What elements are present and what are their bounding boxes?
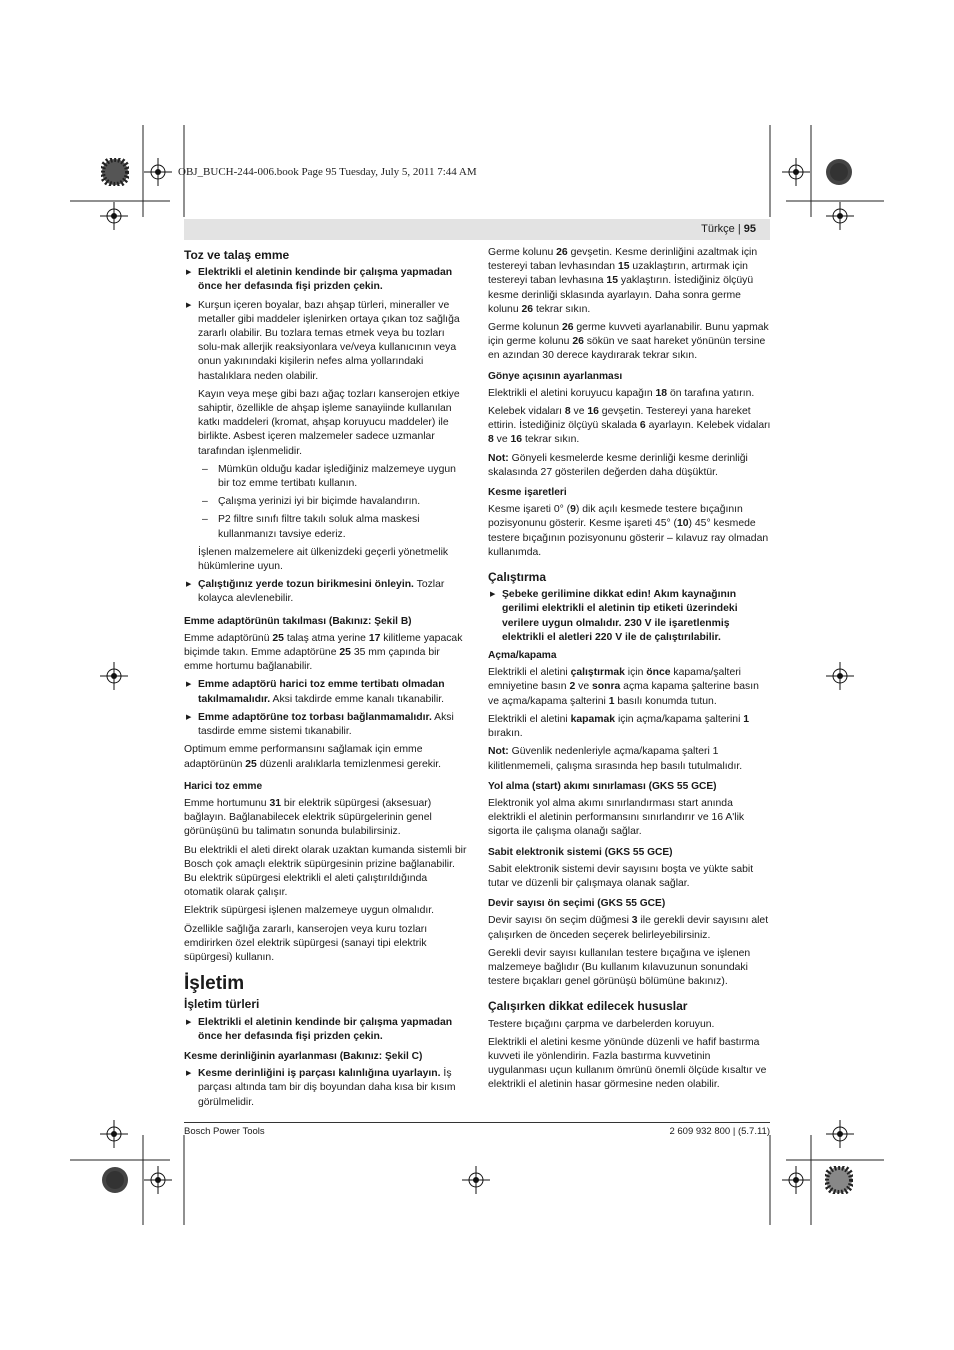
paragraph-adapter-clean: Optimum emme performansını sağlamak için emme adaptörünün 25 düzenli aralıklarla temizlenmesi gerekir. [184,744,442,770]
registration-mark-bottom-right [782,1166,810,1194]
paragraph-speed-depends: Gerekli devir sayısı kullanılan testere bıçağına ve işlenen malzemeye bağlıdır (Bu kullanım kılavuzunun sonundaki testere bıçakları genel görünüşü bölümüne bakınız). [488,947,751,988]
registration-mark-upper-left [100,202,128,230]
footer-doc-number: 2 609 932 800 | (5.7.11) [669,1126,770,1137]
subsection-title-bevel: Gönye açısının ayarlanması [488,370,623,382]
bullet-text: Elektrikli el aletinin kendinde bir çalışma yapmadan önce her defasında fişi prizden çekin. [198,267,453,293]
bullet-dust-accumulation [184,578,468,606]
paragraph-clamp-force: Germe kolunun 26 germe kuvveti ayarlanabilir. Bunu yapmak için germe kolunu 26 sökün ve saat hareket yönünün tersine en azından 30 derece kaydırarak tekrar sıkın. [488,322,769,362]
header-language: Türkçe [701,223,735,235]
bullet-dust-hazard [184,299,468,384]
chapter-title-operation: İşletim [184,973,245,995]
registration-mark-lower-right [826,1120,854,1148]
paragraph-ext-special: Özellikle sağlığa zararlı, kanserojen veya kuru tozları emdirirken özel elektrik süpürgesi (sanayi tipi elektrik süpürgesi) kullanın. [184,923,428,963]
paragraph-depth-adjust: Germe kolunu 26 gevşetin. Kesme derinliğini azaltmak için testereyi taban levhasından 15 uzaklaştırın, artırmak için testereyi taban levhasına 15 yaklaştırın. İstediğiniz ölçüyü kesme derinliği sklasında ayarlayın. Daha sonra germe kolunu 26 tekrar sıkın. [488,247,758,315]
registration-mark-top-right [782,158,810,186]
paragraph-bevel-tilt: Elektrikli el aletini koruyucu kapağın 18 ön tarafına yatırın. [488,387,755,399]
note-switch: Not: Güvenlik nedenleriyle açma/kapama şalteri 1 kilitlenmemeli, çalışma sırasında hep basılı tutulmalıdır. [488,746,743,772]
left-column [184,246,468,1114]
paragraph-marks: Kesme işareti 0° (9) dik açılı kesmede testere bıçağının pozisyonunu gösterir. Kesme işareti 45° (10) 45° kesmede testere bıçağının pozisyonunu gösterir – kılavuz ray olmadan kullanımda. [488,504,769,558]
header-separator: | [734,223,744,235]
registration-mark-top-left [144,158,172,186]
subsection-title-speed-preselection: Devir sayısı ön seçimi (GKS 55 GCE) [488,898,666,910]
bullet-modes-unplug: ▶ Elektrikli el aletinin kendinde bir çalışma yapmadan önce her defasında fişi prizden çekin. [184,1016,468,1044]
subsection-title-onoff: Açma/kapama [488,650,557,662]
paragraph-ext-hose: Emme hortumunu 31 bir elektrik süpürgesi (aksesuar) bağlayın. Bağlanabilecek elektrik süpürgelerinin genel görünüşünü bu talimatın sonunda bulabilirsiniz. [184,797,432,838]
section-title-working-advice: Çalışırken dikkat edilecek hususlar [488,999,688,1014]
paragraph-soft-start: Elektronik yol alma akımı sınırlandırması start anında elektrikli el aletinin performansını sınırlandırır ve 16 A'lik sigorta ile çalışma olanağı sağlar. [488,797,745,838]
paragraph-ext-suitable: Elektrik süpürgesi işlenen malzemeye uygun olmalıdır. [184,905,435,917]
paragraph-feed-force: Elektrikli el aletini kesme yönünde düzenli ve hafif bastırma kuvveti ile yönlendirin. Fazla bastırma kuvvetinin uygulanması uçun kullanım ömrünü önemli ölçüde kısaltır ve elektrikli el aletinin hasar görmesine neden olabilir. [488,1036,767,1091]
registration-mark-lower-left [100,1120,128,1148]
dash-item: – Çalışma yerinizi iyi bir biçimde havalandırın. [184,495,468,509]
registration-mark-upper-right [826,202,854,230]
paragraph-switch-on: Elektrikli el aletini çalıştırmak için önce kapama/şalteri emniyetine basın 2 ve sonra açma kapama şalterine basın ve açma/kapama şalterini 1 basılı konumda tutun. [488,667,759,707]
bullet-voltage: ▶ Şebeke gerilimine dikkat edin! Akım kaynağının gerilimi elektrikli el aletinin tip etiketi üzerindeki verilere uygun olmalıdır. 230 V ile işaretlenmiş elektrikli el aletleri 220 V ile de çalıştırılabilir. [488,588,772,645]
paragraph-constant-electronic: Sabit elektronik sistemi devir sayısını boşta ve yükte sabit tutar ve düzenli bir çalışmaya olanak sağlar. [488,863,754,889]
registration-mark-bottom-left [144,1166,172,1194]
page-header [701,223,756,235]
dash-item: – Mümkün olduğu kadar işlediğiniz malzemeye uygun bir toz emme tertibatı kullanın. [184,463,468,491]
paragraph-dust-carcinogen: Kayın veya meşe gibi bazı ağaç tozları kanserojen etkiye sahiptir, özellikle de ahşap işleme sanayiinde kullanılan katkı maddeleri (kromat, ahşap koruyucu maddeler) ile birlikte. Asbest içeren malzemeler sadece uzmanlar tarafından işlenmelidir. [198,388,460,457]
subsection-title-adapter: Emme adaptörünün takılması (Bakınız: Şekil B) [184,615,412,627]
section-title-startup: Çalıştırma [488,570,547,585]
section-title-dust: Toz ve talaş emme [184,248,290,262]
paragraph-speed-wheel: Devir sayısı ön seçim düğmesi 3 ile gerekli devir sayısını alet çalışırken de önceden seçerek belirleyebilirsiniz. [488,915,769,941]
paragraph-switch-off: Elektrikli el aletini kapamak için açma/kapama şalterini 1 bırakın. [488,713,750,740]
color-target-bottom-left [101,1166,129,1194]
subsection-title-constant-electronic: Sabit elektronik sistemi (GKS 55 GCE) [488,846,673,858]
right-column [488,246,772,1097]
bullet-rest: Tozlar kolayca alevlenebilir. [198,579,445,605]
subsection-title-depth: Kesme derinliğinin ayarlanması (Bakınız: Şekil C) [184,1050,423,1062]
registration-mark-mid-left [100,662,128,690]
paragraph-protect-blade: Testere bıçağını çarpma ve darbelerden koruyun. [488,1018,715,1030]
footer-divider [184,1122,770,1123]
bullet-bold: Çalıştığınız yerde tozun birikmesini önleyin. [198,579,414,591]
paragraph-bevel-screws: Kelebek vidaları 8 ve 16 gevşetin. Testereyi yana hareket ettirin. İstediğiniz ölçüyü skalada 6 ayarlayın. Kelebek vidaları 8 ve 16 tekrar sıkın. [488,406,771,446]
color-target-top-left [101,158,129,186]
color-target-bottom-right [825,1166,853,1194]
bullet-text: Kurşun içeren boyalar, bazı ahşap türleri, mineraller ve metaller gibi maddeler işlenirken ortaya çıkan toz sağlığa zararlı olabilir. Bu tozlara temas etmek veya bu tozları solu-mak allerjik reaksiyonlara ve/veya kullanıcının veya onun yakınındaki kişilerin nefes alma yollarındaki hastalıklara neden olabilir. [198,299,460,382]
footer-brand: Bosch Power Tools [184,1126,265,1137]
registration-mark-bottom-center-left [462,1166,490,1194]
print-header: OBJ_BUCH-244-006.book Page 95 Tuesday, July 5, 2011 7:44 AM [178,166,477,178]
bullet-unplug [184,266,468,294]
subsection-title-soft-start: Yol alma (start) akımı sınırlaması (GKS 55 GCE) [488,780,717,792]
paragraph-adapter-attach: Emme adaptörünü 25 talaş atma yerine 17 kilitleme yapacak biçimde takın. Emme adaptörüne 25 35 mm çapında bir emme hortumu bağlanabilir. [184,632,463,673]
page-number: 95 [743,223,756,235]
paragraph-regulations: İşlenen malzemelere ait ülkenizdeki geçerli yönetmelik hükümlerine uyun. [198,546,449,573]
note-bevel: Not: Gönyeli kesmelerde kesme derinliği kesme derinliği skalasında 27 gösterilen değerden daha düşüktür. [488,452,748,478]
subsection-title-marks: Kesme işaretleri [488,487,567,499]
bullet-adapter-bag: ▶ Emme adaptörüne toz torbası bağlanmamalıdır. Aksi tasdirde emme sistemi tıkanabilir. [184,711,468,739]
bullet-depth: ▶ Kesme derinliğini iş parçası kalınlığına uyarlayın. İş parçası altında tam bir diş boyundan daha kısa bir kısım görülmelidir. [184,1067,468,1110]
registration-mark-mid-right [826,662,854,690]
page-header-bar [184,219,770,240]
dash-item: – P2 filtre sınıfı filtre takılı soluk alma maskesi kullanmanızı tavsiye ederiz. [184,513,468,541]
bullet-adapter-external: ▶ Emme adaptörü harici toz emme tertibatı olmadan takılmamalıdır. Aksi takdirde emme kanalı tıkanabilir. [184,678,468,706]
section-title-modes: İşletim türleri [184,997,260,1012]
color-target-top-right [825,158,853,186]
subsection-title-external-extraction: Harici toz emme [184,780,263,792]
paragraph-ext-remote: Bu elektrikli el aleti direkt olarak uzaktan kumanda sistemli bir Bosch çok amaçlı elektrik süpürgesinin prizine bağlanabilir. Bu elektrik süpürgesi elektrikli el aleti çalıştırıldığında otomatik olarak çalışır. [184,844,467,899]
